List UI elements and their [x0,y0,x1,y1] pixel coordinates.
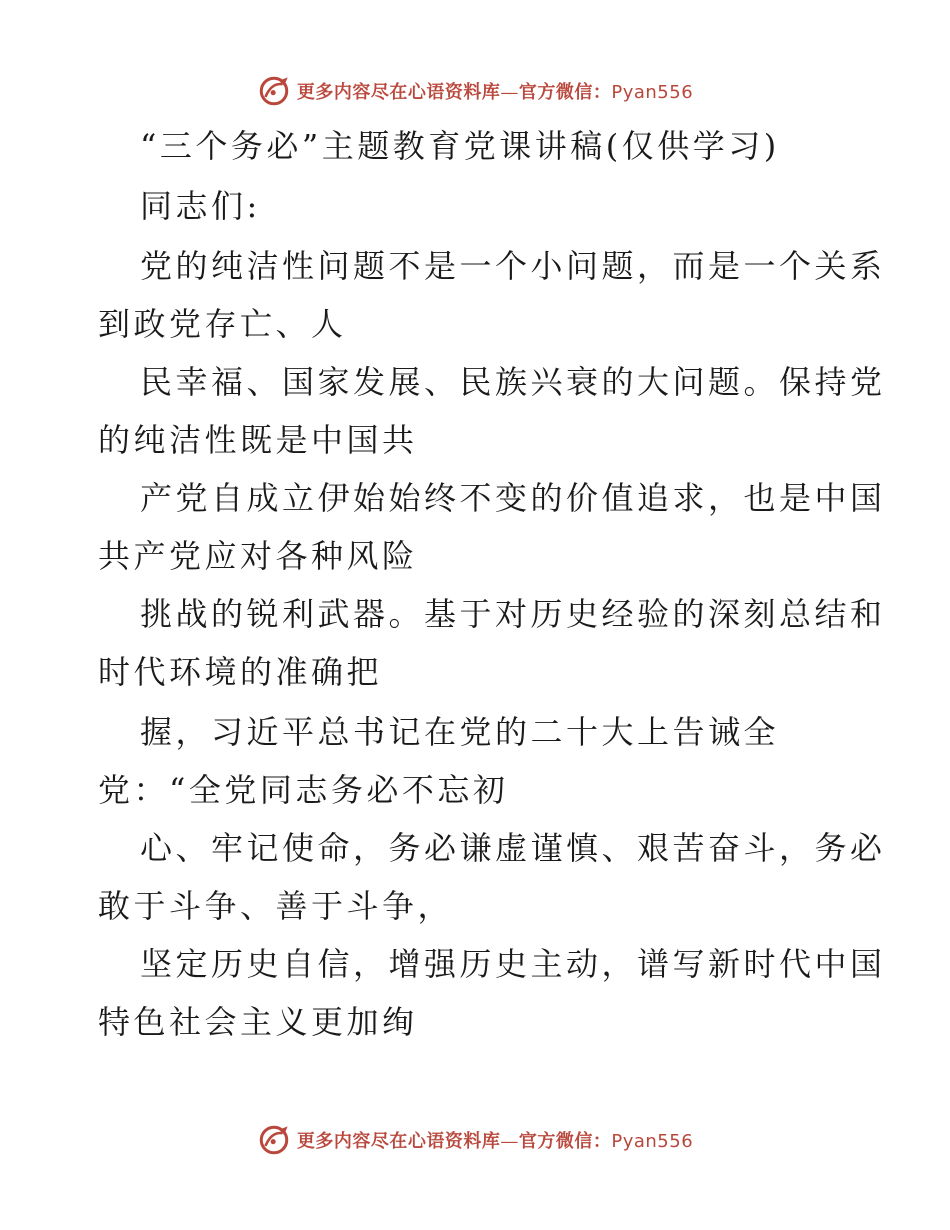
salutation: 同志们: [140,187,261,225]
watermark-dash: — [500,82,519,103]
text-line: 党：“全党同志务必不忘初 [98,771,509,809]
text-line: 产党自成立伊始始终不变的价值追求，也是中国 [140,479,886,517]
watermark-dash: — [500,1131,519,1152]
watermark-account: Pyan556 [611,1131,694,1152]
watermark-account: Pyan556 [611,82,694,103]
text-line: 到政党存亡、人 [98,305,347,343]
text-line: 共产党应对各种风险 [98,537,418,575]
brand-logo-icon [257,1123,291,1157]
text-line: 党的纯洁性问题不是一个小问题，而是一个关系 [140,247,886,285]
watermark-text: 更多内容尽在心语资料库 [296,82,501,103]
document-title: “三个务必”主题教育党课讲稿(仅供学习) [140,127,780,165]
text-line: 挑战的锐利武器。基于对历史经验的深刻总结和 [140,595,886,633]
brand-logo-icon [257,74,291,108]
text-line: 时代环境的准确把 [98,653,383,691]
text-line: 民幸福、国家发展、民族兴衰的大问题。保持党 [140,363,886,401]
watermark-text: 更多内容尽在心语资料库 [296,1131,501,1152]
text-line: 握，习近平总书记在党的二十大上告诫全 [140,713,780,751]
footer-watermark [0,1120,950,1160]
text-line: 敢于斗争、善于斗争， [98,887,454,925]
watermark-label: 官方微信： [518,1131,612,1152]
text-line: 特色社会主义更加绚 [98,1003,418,1041]
watermark-label: 官方微信： [518,82,612,103]
text-line: 坚定历史自信，增强历史主动，谱写新时代中国 [140,945,886,983]
text-line: 心、牢记使命，务必谦虚谨慎、艰苦奋斗，务必 [140,829,886,867]
header-watermark [0,71,950,111]
text-line: 的纯洁性既是中国共 [98,421,418,459]
